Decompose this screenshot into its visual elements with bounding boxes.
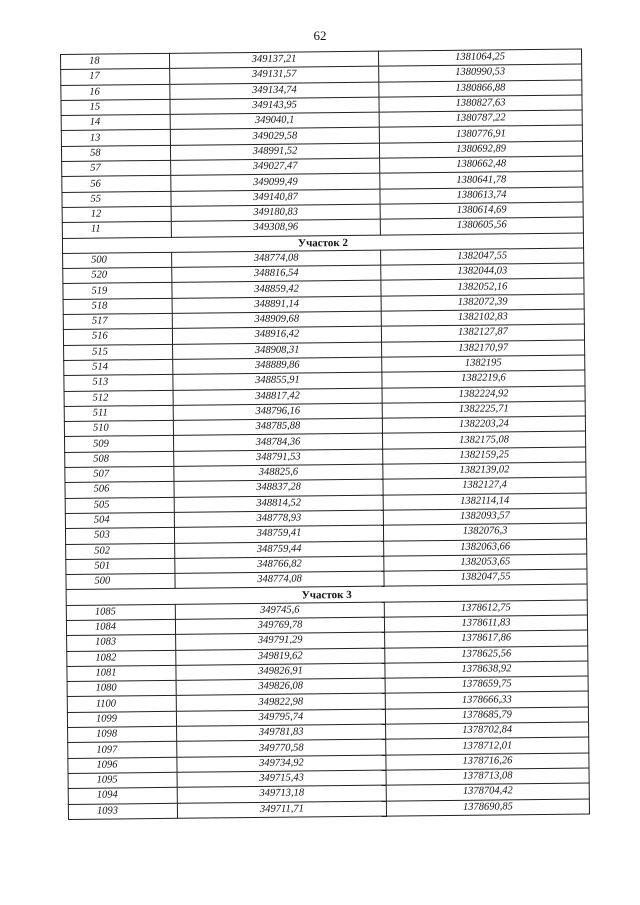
y-coordinate-cell: 1382047,55 <box>384 569 587 586</box>
point-number-cell: 1082 <box>67 650 176 666</box>
point-number-cell: 12 <box>62 206 171 222</box>
x-coordinate-cell: 348859,42 <box>172 281 381 298</box>
point-number-cell: 502 <box>66 543 175 559</box>
x-coordinate-cell: 349713,18 <box>177 785 386 802</box>
point-number-cell: 505 <box>65 497 174 513</box>
y-coordinate-cell: 1380866,88 <box>379 80 582 97</box>
x-coordinate-cell: 349029,58 <box>170 128 379 145</box>
x-coordinate-cell: 348759,41 <box>174 525 383 542</box>
x-coordinate-cell: 349140,87 <box>171 189 380 206</box>
point-number-cell: 512 <box>64 390 173 406</box>
x-coordinate-cell: 349781,83 <box>177 724 386 741</box>
point-number-cell: 18 <box>61 53 170 69</box>
point-number-cell: 506 <box>65 482 174 498</box>
y-coordinate-cell: 1382127,87 <box>381 324 584 341</box>
y-coordinate-cell: 1380787,22 <box>379 110 582 127</box>
y-coordinate-cell: 1382076,3 <box>383 523 586 540</box>
x-coordinate-cell: 349826,08 <box>176 678 385 695</box>
x-coordinate-cell: 348774,08 <box>175 571 384 588</box>
x-coordinate-cell: 349134,74 <box>170 82 379 99</box>
point-number-cell: 16 <box>61 84 170 100</box>
x-coordinate-cell: 348796,16 <box>173 403 382 420</box>
point-number-cell: 504 <box>65 512 174 528</box>
y-coordinate-cell: 1378638,92 <box>385 661 588 678</box>
x-coordinate-cell: 349143,95 <box>170 97 379 114</box>
point-number-cell: 13 <box>61 130 170 146</box>
y-coordinate-cell: 1378716,26 <box>386 753 589 770</box>
point-number-cell: 510 <box>64 420 173 436</box>
section-title: Участок 2 <box>62 233 583 254</box>
y-coordinate-cell: 1380827,63 <box>379 95 582 112</box>
point-number-cell: 517 <box>63 313 172 329</box>
y-coordinate-cell: 1382170,97 <box>382 340 585 357</box>
x-coordinate-cell: 349819,62 <box>176 648 385 665</box>
x-coordinate-cell: 348837,28 <box>174 479 383 496</box>
point-number-cell: 516 <box>63 329 172 345</box>
x-coordinate-cell: 349099,49 <box>171 174 380 191</box>
point-number-cell: 1084 <box>66 619 175 635</box>
y-coordinate-cell: 1380776,91 <box>379 126 582 143</box>
y-coordinate-cell: 1382044,03 <box>381 263 584 280</box>
x-coordinate-cell: 349770,58 <box>177 739 386 756</box>
x-coordinate-cell: 349131,57 <box>170 66 379 83</box>
point-number-cell: 1095 <box>68 772 177 788</box>
point-number-cell: 511 <box>64 405 173 421</box>
y-coordinate-cell: 1382203,24 <box>382 416 585 433</box>
point-number-cell: 1096 <box>68 757 177 773</box>
y-coordinate-cell: 1382102,83 <box>381 309 584 326</box>
x-coordinate-cell: 349734,92 <box>177 755 386 772</box>
y-coordinate-cell: 1380613,74 <box>380 187 583 204</box>
x-coordinate-cell: 348791,53 <box>174 449 383 466</box>
point-number-cell: 55 <box>62 191 171 207</box>
point-number-cell: 1094 <box>68 788 177 804</box>
x-coordinate-cell: 348814,52 <box>174 495 383 512</box>
point-number-cell: 520 <box>63 267 172 283</box>
point-number-cell: 1093 <box>68 803 177 819</box>
y-coordinate-cell: 1378659,75 <box>385 676 588 693</box>
point-number-cell: 1100 <box>67 696 176 712</box>
x-coordinate-cell: 349040,1 <box>170 112 379 129</box>
x-coordinate-cell: 348855,91 <box>173 372 382 389</box>
point-number-cell: 503 <box>65 528 174 544</box>
y-coordinate-cell: 1378690,85 <box>386 799 589 816</box>
x-coordinate-cell: 349791,29 <box>176 632 385 649</box>
y-coordinate-cell: 1382093,57 <box>383 508 586 525</box>
y-coordinate-cell: 1378611,83 <box>384 615 587 632</box>
x-coordinate-cell: 348991,52 <box>170 143 379 160</box>
y-coordinate-cell: 1382159,25 <box>383 447 586 464</box>
point-number-cell: 500 <box>66 573 175 589</box>
point-number-cell: 513 <box>64 375 173 391</box>
point-number-cell: 17 <box>61 69 170 85</box>
point-number-cell: 519 <box>63 283 172 299</box>
point-number-cell: 56 <box>62 176 171 192</box>
point-number-cell: 515 <box>64 344 173 360</box>
y-coordinate-cell: 1380692,89 <box>379 141 582 158</box>
point-number-cell: 1098 <box>68 726 177 742</box>
point-number-cell: 11 <box>62 222 171 238</box>
y-coordinate-cell: 1382175,08 <box>382 431 585 448</box>
coordinates-table-body <box>61 49 590 819</box>
x-coordinate-cell: 349826,91 <box>176 663 385 680</box>
x-coordinate-cell: 349769,78 <box>175 617 384 634</box>
x-coordinate-cell: 348916,42 <box>172 326 381 343</box>
y-coordinate-cell: 1382127,4 <box>383 477 586 494</box>
x-coordinate-cell: 349137,21 <box>169 51 378 68</box>
y-coordinate-cell: 1382114,14 <box>383 493 586 510</box>
y-coordinate-cell: 1382063,66 <box>384 539 587 556</box>
y-coordinate-cell: 1378666,33 <box>385 691 588 708</box>
y-coordinate-cell: 1382225,71 <box>382 401 585 418</box>
point-number-cell: 501 <box>66 558 175 574</box>
coordinates-table <box>60 49 590 820</box>
y-coordinate-cell: 1380641,78 <box>380 171 583 188</box>
point-number-cell: 1081 <box>67 665 176 681</box>
x-coordinate-cell: 348908,31 <box>173 342 382 359</box>
point-number-cell: 500 <box>63 252 172 268</box>
point-number-cell: 508 <box>65 451 174 467</box>
point-number-cell: 58 <box>61 145 170 161</box>
x-coordinate-cell: 349745,6 <box>175 602 384 619</box>
x-coordinate-cell: 348909,68 <box>172 311 381 328</box>
point-number-cell: 514 <box>64 359 173 375</box>
y-coordinate-cell: 1378612,75 <box>384 600 587 617</box>
x-coordinate-cell: 348785,88 <box>173 418 382 435</box>
x-coordinate-cell: 348759,44 <box>175 541 384 558</box>
x-coordinate-cell: 348774,08 <box>172 250 381 267</box>
y-coordinate-cell: 1378713,08 <box>386 768 589 785</box>
x-coordinate-cell: 349027,47 <box>171 158 380 175</box>
point-number-cell: 1083 <box>67 635 176 651</box>
section-title: Участок 3 <box>66 584 587 605</box>
y-coordinate-cell: 1380605,56 <box>380 217 583 234</box>
point-number-cell: 1097 <box>68 742 177 758</box>
x-coordinate-cell: 348817,42 <box>173 388 382 405</box>
point-number-cell: 507 <box>65 466 174 482</box>
x-coordinate-cell: 348891,14 <box>172 296 381 313</box>
point-number-cell: 518 <box>63 298 172 314</box>
y-coordinate-cell: 1378625,56 <box>385 646 588 663</box>
x-coordinate-cell: 349308,96 <box>171 219 380 236</box>
x-coordinate-cell: 348825,6 <box>174 464 383 481</box>
y-coordinate-cell: 1378702,84 <box>386 722 589 739</box>
y-coordinate-cell: 1382195 <box>382 355 585 372</box>
y-coordinate-cell: 1382053,65 <box>384 554 587 571</box>
y-coordinate-cell: 1382047,55 <box>381 248 584 265</box>
y-coordinate-cell: 1380614,69 <box>380 202 583 219</box>
x-coordinate-cell: 349822,98 <box>176 694 385 711</box>
y-coordinate-cell: 1378617,86 <box>385 630 588 647</box>
point-number-cell: 509 <box>65 436 174 452</box>
point-number-cell: 14 <box>61 115 170 131</box>
y-coordinate-cell: 1378704,42 <box>386 783 589 800</box>
x-coordinate-cell: 348889,86 <box>173 357 382 374</box>
y-coordinate-cell: 1382139,02 <box>383 462 586 479</box>
x-coordinate-cell: 348766,82 <box>175 556 384 573</box>
y-coordinate-cell: 1381064,25 <box>378 49 581 66</box>
point-number-cell: 15 <box>61 99 170 115</box>
point-number-cell: 1099 <box>67 711 176 727</box>
point-number-cell: 57 <box>62 160 171 176</box>
point-number-cell: 1080 <box>67 680 176 696</box>
y-coordinate-cell: 1380990,53 <box>379 64 582 81</box>
x-coordinate-cell: 349715,43 <box>177 770 386 787</box>
y-coordinate-cell: 1382072,39 <box>381 294 584 311</box>
y-coordinate-cell: 1378712,01 <box>386 737 589 754</box>
y-coordinate-cell: 1380662,48 <box>380 156 583 173</box>
x-coordinate-cell: 349180,83 <box>171 204 380 221</box>
y-coordinate-cell: 1382219,6 <box>382 370 585 387</box>
y-coordinate-cell: 1382224,92 <box>382 386 585 403</box>
point-number-cell: 1085 <box>66 604 175 620</box>
y-coordinate-cell: 1382052,16 <box>381 278 584 295</box>
x-coordinate-cell: 348778,93 <box>174 510 383 527</box>
x-coordinate-cell: 349795,74 <box>176 709 385 726</box>
y-coordinate-cell: 1378685,79 <box>385 707 588 724</box>
x-coordinate-cell: 348784,36 <box>174 434 383 451</box>
x-coordinate-cell: 348816,54 <box>172 265 381 282</box>
page-number: 62 <box>313 28 327 43</box>
x-coordinate-cell: 349711,71 <box>177 801 386 818</box>
